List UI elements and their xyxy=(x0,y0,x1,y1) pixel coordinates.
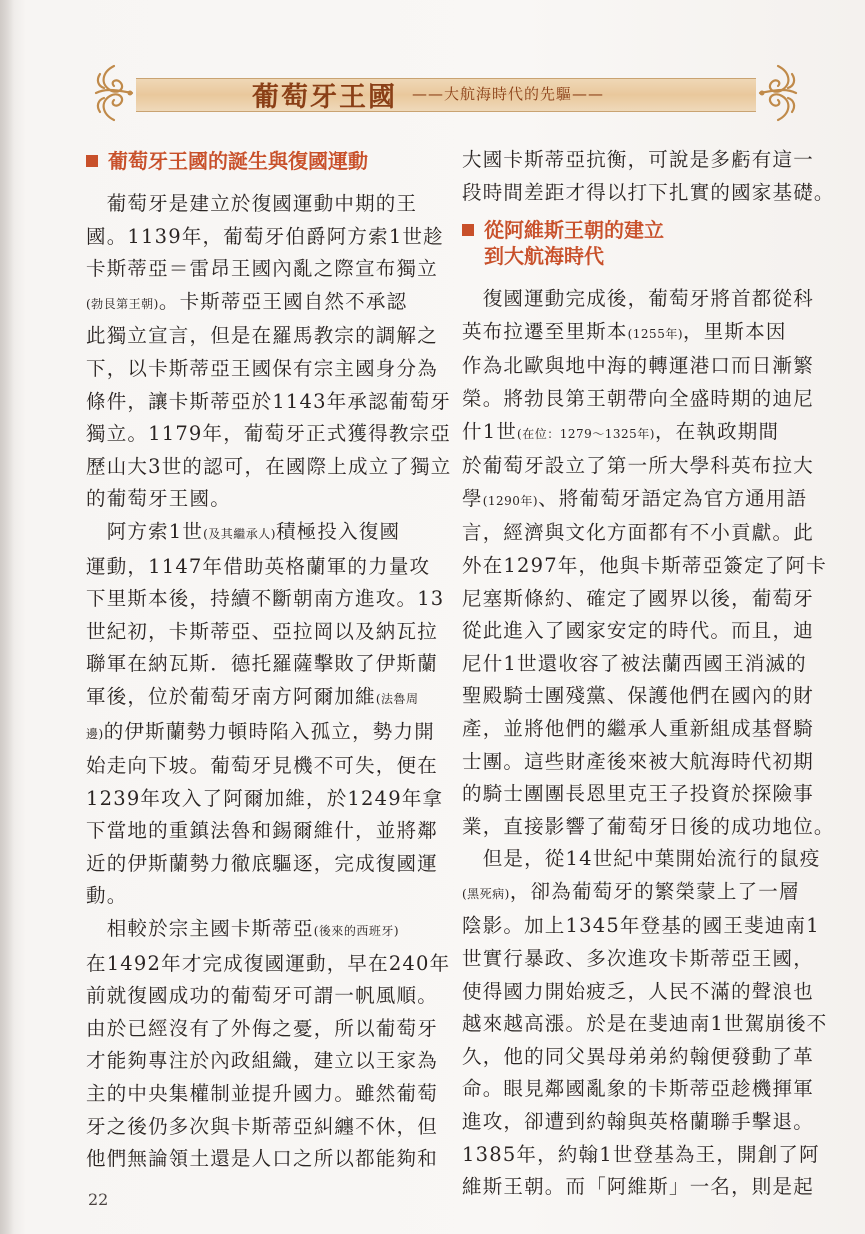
spine-shadow xyxy=(0,0,14,1234)
text-line xyxy=(86,418,451,451)
text-run: 士團。這些財產後來被大航海時代初期 xyxy=(462,749,814,773)
right-continued-text xyxy=(462,144,835,209)
heading-text: 葡萄牙王國的誕生與復國運動 xyxy=(108,149,368,173)
right-column xyxy=(462,148,835,1208)
text-run: 命。眼見鄰國亂象的卡斯蒂亞趁機揮軍 xyxy=(462,1077,814,1101)
text-line xyxy=(462,583,814,616)
text-line xyxy=(462,615,814,648)
text-run: ，在執政期間 xyxy=(654,419,780,443)
text-run: 學 xyxy=(462,486,483,510)
heading-text-line-1: 從阿維斯王朝的建立 xyxy=(484,218,664,243)
text-line xyxy=(86,1013,438,1046)
text-run: 由於已經沒有了外侮之憂，所以葡萄牙 xyxy=(86,1016,438,1040)
text-run: 下當地的重鎮法魯和錫爾維什，並將鄰 xyxy=(86,819,438,843)
text-run: 從此進入了國家安定的時代。而且，迪 xyxy=(462,619,814,643)
section-heading-avis xyxy=(462,217,807,269)
text-line xyxy=(462,778,814,811)
text-run: 尼什1世還收容了被法蘭西國王消滅的 xyxy=(462,651,807,675)
text-run: 才能夠專注於內政組織，建立以王家為 xyxy=(86,1049,438,1073)
inline-note: (黑死病) xyxy=(462,886,510,901)
inline-note: (及其繼承人) xyxy=(203,526,276,541)
text-line xyxy=(462,843,821,876)
text-line xyxy=(86,221,444,254)
text-line xyxy=(462,283,814,316)
text-run: 什1世 xyxy=(462,419,518,443)
left-ornament-icon xyxy=(92,62,136,124)
text-run: 的葡萄牙王國。 xyxy=(86,487,231,511)
text-line xyxy=(86,386,451,419)
text-run: 久，他的同父異母弟弟約翰便發動了革 xyxy=(462,1044,814,1068)
text-line xyxy=(86,1143,438,1176)
text-line xyxy=(86,483,434,516)
text-run: 大國卡斯蒂亞抗衡，可說是多虧有這一 xyxy=(462,148,814,171)
text-line xyxy=(462,1139,820,1172)
text-line xyxy=(462,943,814,976)
text-run: 1239年攻入了阿爾加維，於1249年拿 xyxy=(86,786,444,810)
text-run: 前就復國成功的葡萄牙可謂一帆風順。 xyxy=(86,984,438,1008)
text-line xyxy=(462,713,814,746)
text-run: 英布拉遷至里斯本 xyxy=(462,319,628,343)
text-line xyxy=(462,811,835,844)
text-run: 。卡斯蒂亞王國自然不承認 xyxy=(158,289,408,313)
text-run: 復國運動完成後，葡萄牙將首都從科 xyxy=(462,287,814,311)
text-line xyxy=(86,848,438,881)
text-run: 業，直接影響了葡萄牙日後的成功地位。 xyxy=(462,814,835,838)
text-run: 段時間差距才得以打下扎實的國家基礎。 xyxy=(462,180,835,204)
text-run: 作為北歐與地中海的轉運港口而日漸繁 xyxy=(462,354,814,378)
text-run: 動。 xyxy=(86,884,128,908)
text-line xyxy=(462,746,814,779)
text-line xyxy=(462,177,835,210)
text-line xyxy=(86,616,438,649)
text-run: 近的伊斯蘭勢力徹底驅逐，完成復國運 xyxy=(86,851,438,875)
text-line xyxy=(86,320,438,353)
chapter-banner xyxy=(92,62,800,124)
text-run: 產，並將他們的繼承人重新組成基督騎 xyxy=(462,716,814,740)
text-line xyxy=(86,750,438,783)
text-run: 越來越高漲。於是在斐迪南1世駕崩後不 xyxy=(462,1012,828,1036)
text-line xyxy=(86,1045,438,1078)
text-line xyxy=(86,1111,438,1144)
text-line xyxy=(86,353,438,386)
inline-note: (法魯周 xyxy=(375,691,419,706)
text-line xyxy=(462,416,807,451)
text-line xyxy=(86,783,444,816)
text-run: 世紀初，卡斯蒂亞、亞拉岡以及納瓦拉 xyxy=(86,619,438,643)
text-run: 他們無論領土還是人口之所以都能夠和 xyxy=(86,1147,438,1171)
text-line xyxy=(86,551,434,584)
text-line xyxy=(86,286,434,321)
text-run: 陰影。加上1345年登基的國王斐迪南1 xyxy=(462,914,820,938)
text-line xyxy=(462,680,814,713)
text-line xyxy=(86,188,434,221)
text-run: 維斯王朝。而「阿維斯」一名，則是起 xyxy=(462,1175,814,1199)
text-line xyxy=(462,1008,828,1041)
text-run: 聖殿騎士團殘黨、保護他們在國內的財 xyxy=(462,684,814,708)
text-run: 葡萄牙是建立於復國運動中期的王 xyxy=(86,192,418,215)
text-run: 進攻，卻遭到約翰與英格蘭聯手擊退。 xyxy=(462,1110,814,1134)
text-run: 言，經濟與文化方面都有不小貢獻。此 xyxy=(462,521,814,545)
text-line xyxy=(462,144,814,177)
text-line xyxy=(462,450,814,483)
text-run: 軍後，位於葡萄牙南方阿爾加維 xyxy=(86,684,376,708)
heading-bullet-icon xyxy=(462,224,474,236)
text-run: 獨立。1179年，葡萄牙正式獲得教宗亞 xyxy=(86,422,451,446)
inline-note: (在位：1279〜1325年) xyxy=(517,426,655,441)
text-line xyxy=(86,1078,438,1111)
chapter-subtitle: ——大航海時代的先驅—— xyxy=(412,85,605,103)
text-line xyxy=(462,483,807,518)
text-line xyxy=(462,910,820,943)
text-line xyxy=(462,1073,814,1106)
text-line xyxy=(462,550,827,583)
text-run: 使得國力開始疲乏，人民不滿的聲浪也 xyxy=(462,979,814,1003)
text-line xyxy=(86,253,438,286)
text-run: 1385年，約翰1世登基為王，開創了阿 xyxy=(462,1142,820,1166)
text-line xyxy=(86,451,452,484)
inline-note: (勃艮第王朝) xyxy=(86,296,159,311)
right-ornament-icon xyxy=(756,62,800,124)
text-run: 歷山大3世的認可，在國際上成立了獨立 xyxy=(86,454,452,478)
text-run: 運動，1147年借助英格蘭軍的力量攻 xyxy=(86,554,431,578)
page-number: 22 xyxy=(88,1190,109,1209)
text-run: 國。1139年，葡萄牙伯爵阿方索1世趁 xyxy=(86,224,444,248)
text-line xyxy=(462,316,807,351)
text-line xyxy=(86,516,434,551)
text-line xyxy=(86,716,434,751)
text-run: 相較於宗主國卡斯蒂亞 xyxy=(86,917,314,941)
text-run: 下，以卡斯蒂亞王國保有宗主國身分為 xyxy=(86,356,438,380)
text-line xyxy=(462,350,814,383)
text-line xyxy=(462,1041,814,1074)
text-run: 主的中央集權制並提升國力。雖然葡萄 xyxy=(86,1082,438,1106)
text-line xyxy=(462,876,807,911)
text-run: 於葡萄牙設立了第一所大學科英布拉大 xyxy=(462,454,814,478)
text-run: 的騎士團團長恩里克王子投資於探險事 xyxy=(462,782,814,806)
text-run: 阿方索1世 xyxy=(86,519,204,543)
inline-note: (後來的西班牙) xyxy=(313,924,400,939)
text-line xyxy=(86,681,434,716)
text-line xyxy=(86,583,445,616)
text-run: 尼塞斯條約、確定了國界以後，葡萄牙 xyxy=(462,586,814,610)
text-run: 始走向下坡。葡萄牙見機不可失，便在 xyxy=(86,754,438,778)
inline-note: 邊) xyxy=(86,726,104,741)
text-run: 積極投入復國 xyxy=(275,519,401,543)
text-line xyxy=(86,948,451,981)
text-run: 的伊斯蘭勢力頓時陷入孤立，勢力開 xyxy=(103,719,435,743)
inline-note: (1255年) xyxy=(627,326,684,341)
text-line xyxy=(462,648,807,681)
inline-note: (1290年) xyxy=(482,493,539,508)
text-run: 下里斯本後，持續不斷朝南方進攻。13 xyxy=(86,587,445,611)
heading-text-line-2: 到大航海時代 xyxy=(484,244,604,269)
text-line xyxy=(462,1171,814,1204)
text-run: 外在1297年，他與卡斯蒂亞簽定了阿卡 xyxy=(462,553,827,577)
text-run: 卡斯蒂亞＝雷昂王國內亂之際宣布獨立 xyxy=(86,257,438,281)
text-run: 此獨立宣言，但是在羅馬教宗的調解之 xyxy=(86,324,438,348)
text-line xyxy=(462,1106,814,1139)
text-run: 條件，讓卡斯蒂亞於1143年承認葡萄牙 xyxy=(86,389,451,413)
text-run: 、將葡萄牙語定為官方通用語 xyxy=(538,486,808,510)
text-line xyxy=(462,517,814,550)
text-line xyxy=(86,980,438,1013)
section-heading-founding xyxy=(86,148,434,174)
right-body-text xyxy=(462,283,835,1204)
left-column xyxy=(86,148,452,1180)
text-run: 聯軍在納瓦斯．德托羅薩擊敗了伊斯蘭 xyxy=(86,652,438,676)
text-run: 在1492年才完成復國運動，早在240年 xyxy=(86,951,451,975)
text-line xyxy=(462,383,814,416)
text-run: ，里斯本因 xyxy=(683,319,787,343)
text-line xyxy=(462,976,814,1009)
text-line xyxy=(86,913,434,948)
text-line xyxy=(86,815,438,848)
left-body-text xyxy=(86,188,452,1176)
text-run: 榮。將勃艮第王朝帶向全盛時期的迪尼 xyxy=(462,386,814,410)
text-run: 但是，從14世紀中葉開始流行的鼠疫 xyxy=(462,847,821,871)
text-run: 世實行暴政、多次進攻卡斯蒂亞王國， xyxy=(462,947,814,971)
heading-bullet-icon xyxy=(86,155,98,167)
chapter-title: 葡萄牙王國 xyxy=(252,82,397,113)
text-line xyxy=(86,880,434,913)
text-run: ，卻為葡萄牙的繁榮蒙上了一層 xyxy=(509,879,800,903)
text-line xyxy=(86,648,438,681)
text-run: 牙之後仍多次與卡斯蒂亞糾纏不休，但 xyxy=(86,1114,438,1138)
